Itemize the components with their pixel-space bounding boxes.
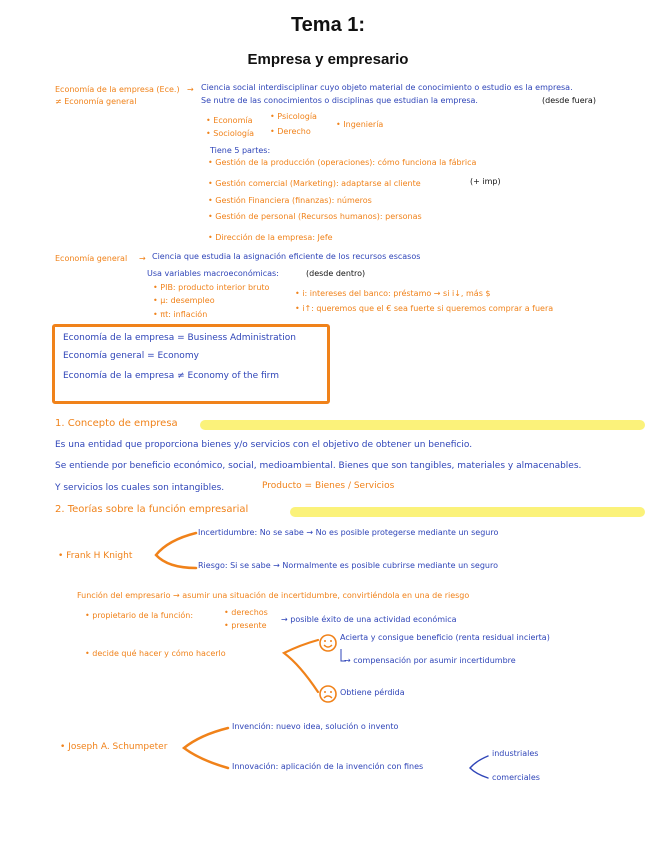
- parts-header: Tiene 5 partes:: [210, 146, 271, 155]
- decide-bracket: [284, 640, 318, 692]
- schumpeter-bracket: [184, 728, 228, 768]
- note-desde-dentro: (desde dentro): [306, 269, 366, 278]
- section-1-line-1: Es una entidad que proporciona bienes y/o servicios con el objetivo de obtener un beneficio.: [55, 440, 473, 450]
- posible-exito: → posible éxito de una actividad económica: [281, 615, 457, 624]
- var-desempleo: • µ: desempleo: [153, 296, 215, 305]
- part-financiera: • Gestión Financiera (finanzas): números: [208, 196, 372, 205]
- part-comercial: • Gestión comercial (Marketing): adaptarse al cliente: [208, 179, 421, 188]
- part-personal: • Gestión de personal (Recursos humanos): personas: [208, 212, 422, 221]
- definition-nutrition: Se nutre de las conocimientos o disciplinas que estudian la empresa.: [201, 96, 478, 105]
- discipline-sociologia: • Sociología: [206, 129, 255, 138]
- section-1-line-3: Y servicios los cuales son intangibles.: [55, 483, 225, 493]
- decide-que-hacer: • decide qué hacer y cómo hacerlo: [85, 649, 226, 658]
- arrow-icon: →: [187, 85, 194, 94]
- box-line-business: Economía de la empresa = Business Administration: [63, 333, 296, 343]
- page-title: Tema 1:: [290, 14, 366, 36]
- var-pib: • PIB: producto interior bruto: [153, 283, 270, 292]
- item-derechos: • derechos: [224, 608, 268, 617]
- acierta-beneficio: Acierta y consigue beneficio (renta residual incierta): [340, 633, 550, 642]
- knight-bracket: [156, 533, 196, 568]
- funcion-empresario: Función del empresario → asumir una situación de incertidumbre, convirtiéndola en una de riesgo: [77, 591, 470, 600]
- label-economia-general-neq: ≠ Economía general: [55, 97, 137, 106]
- smile-face-icon: [320, 635, 336, 651]
- interest-euro-fuerte: • i↑: queremos que el € sea fuerte si queremos comprar a fuera: [295, 304, 554, 313]
- schumpeter-innovacion: Innovación: aplicación de la invención con fines: [232, 762, 424, 771]
- compensacion: → compensación por asumir incertidumbre: [344, 656, 516, 665]
- label-economia-empresa: Economía de la empresa (Ece.): [55, 85, 180, 94]
- author-knight: • Frank H Knight: [58, 551, 133, 561]
- sad-face-icon: [320, 686, 336, 702]
- page-subtitle: Empresa y empresario: [247, 51, 409, 68]
- note-desde-fuera: (desde fuera): [542, 96, 596, 105]
- interest-prestamo: • i: intereses del banco: préstamo → si i↓, más $: [295, 289, 491, 298]
- box-line-firm: Economía de la empresa ≠ Economy of the firm: [63, 371, 279, 381]
- section-1-line-2: Se entiende por beneficio económico, social, medioambiental. Bienes que son tangibles, materiales y almacenables.: [55, 461, 582, 471]
- item-presente: • presente: [224, 621, 267, 630]
- macro-variables: Usa variables macroeconómicas:: [147, 269, 279, 278]
- obtiene-perdida: Obtiene pérdida: [340, 688, 405, 697]
- fines-industriales: industriales: [492, 749, 539, 758]
- arrow-icon: →: [139, 254, 146, 263]
- box-line-economy: Economía general = Economy: [63, 351, 199, 361]
- section-2-heading: 2. Teorías sobre la función empresarial: [55, 504, 249, 515]
- definition-empresa: Ciencia social interdisciplinar cuyo objeto material de conocimiento o estudio es la empresa.: [201, 83, 573, 92]
- part-direccion: • Dirección de la empresa: Jefe: [208, 233, 333, 242]
- knight-incertidumbre: Incertidumbre: No se sabe → No es posible protegerse mediante un seguro: [198, 528, 499, 537]
- producto-definition: Producto = Bienes / Servicios: [262, 481, 395, 491]
- discipline-derecho: • Derecho: [270, 127, 311, 136]
- propietario-funcion: • propietario de la función:: [85, 611, 194, 620]
- discipline-ingenieria: • Ingeniería: [336, 120, 384, 129]
- definition-general: Ciencia que estudia la asignación eficiente de los recursos escasos: [152, 252, 421, 261]
- part-produccion: • Gestión de la producción (operaciones): cómo funciona la fábrica: [208, 158, 477, 167]
- author-schumpeter: • Joseph A. Schumpeter: [60, 742, 168, 752]
- compensacion-connector: [341, 649, 346, 661]
- fines-comerciales: comerciales: [492, 773, 540, 782]
- discipline-economia: • Economía: [206, 116, 253, 125]
- fines-bracket: [470, 756, 488, 778]
- var-inflacion: • πt: inflación: [153, 310, 208, 319]
- knight-riesgo: Riesgo: Si se sabe → Normalmente es posible cubrirse mediante un seguro: [198, 561, 499, 570]
- label-economia-general: Economía general: [55, 254, 128, 263]
- discipline-psicologia: • Psicología: [270, 112, 317, 121]
- note-mas-importante: (+ imp): [470, 177, 501, 186]
- schumpeter-invencion: Invención: nuevo idea, solución o invento: [232, 722, 399, 731]
- section-1-heading: 1. Concepto de empresa: [55, 418, 178, 429]
